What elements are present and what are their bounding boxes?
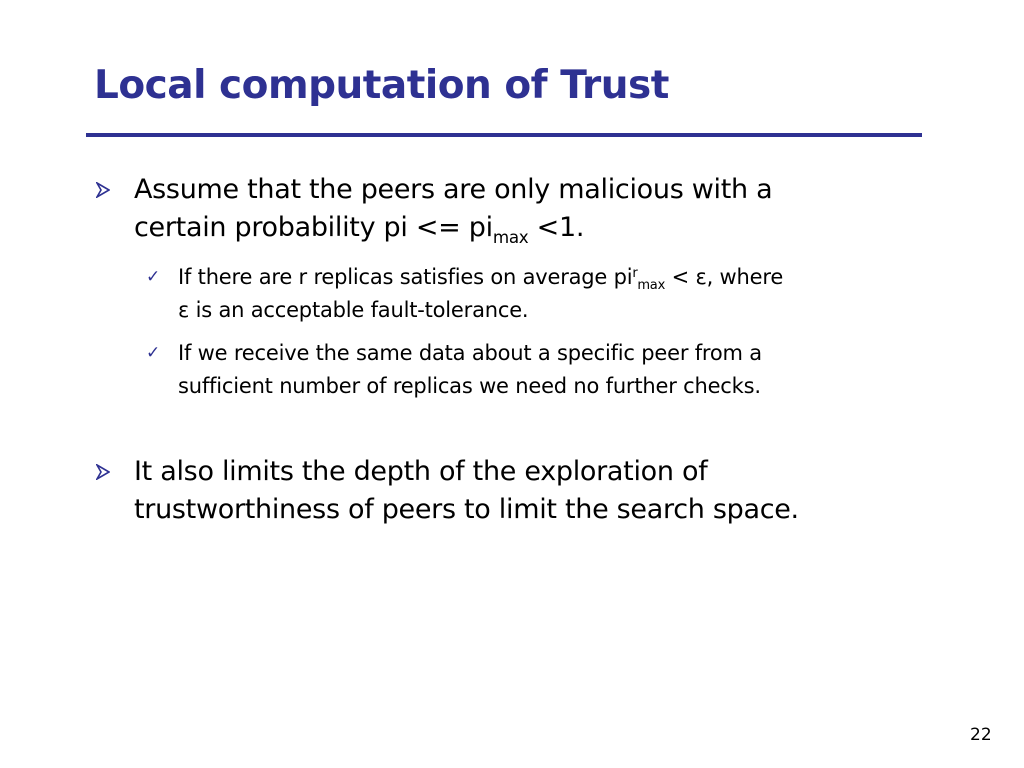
sub-bullet-text: < ε, where <box>665 265 784 289</box>
page-number: 22 <box>970 725 992 745</box>
arrow-bullet-icon <box>96 464 110 480</box>
superscript-text: r <box>632 265 638 281</box>
bullet-text: certain probability pi <= pi <box>134 212 493 243</box>
subscript-text: max <box>492 227 529 248</box>
bullet-text-line: Assume that the peers are only malicious with a <box>134 174 773 205</box>
sub-bullet-text-line: sufficient number of replicas we need no further checks. <box>178 374 761 398</box>
title-underline <box>86 133 922 137</box>
sub-bullet-text: If there are r replicas satisfies on average pi <box>178 265 633 289</box>
sub-bullet-text-line: ε is an acceptable fault-tolerance. <box>178 298 529 322</box>
bullet-item-2 <box>134 453 904 529</box>
sub-bullet-item-2 <box>146 337 928 403</box>
arrow-bullet-icon <box>96 182 110 198</box>
slide-title: Local computation of Trust <box>94 63 669 108</box>
subscript-text: max <box>637 278 666 294</box>
sub-bullet-text-line <box>178 261 928 294</box>
sub-bullet-item-1 <box>146 261 928 327</box>
bullet-text-line: trustworthiness of peers to limit the search space. <box>134 494 799 525</box>
sub-bullet-text-line: If we receive the same data about a specific peer from a <box>178 341 762 365</box>
bullet-item-1 <box>134 171 904 247</box>
bullet-text: <1. <box>528 212 585 243</box>
checkmark-icon: ✓ <box>146 343 161 363</box>
bullet-text-line <box>134 209 904 247</box>
checkmark-icon: ✓ <box>146 267 161 287</box>
bullet-text-line: It also limits the depth of the exploration of <box>134 456 708 487</box>
